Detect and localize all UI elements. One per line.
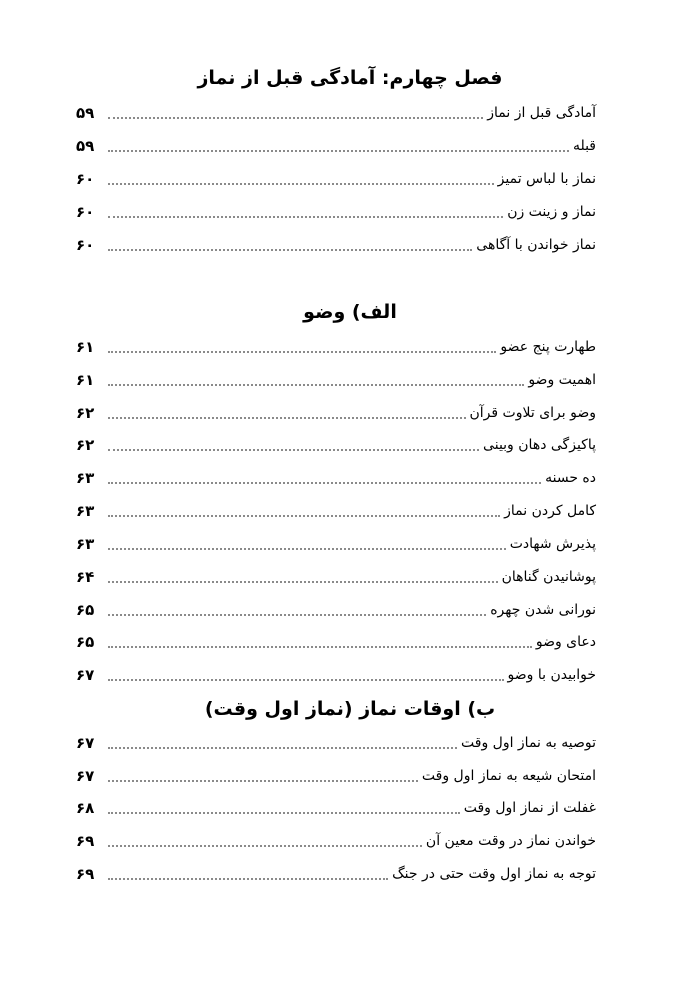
dot-leader — [108, 117, 483, 119]
toc-entry-title: اهمیت وضو — [528, 372, 596, 388]
toc-entry[interactable] — [76, 166, 596, 192]
toc-entry[interactable] — [76, 795, 596, 821]
dot-leader — [108, 845, 422, 847]
toc-entry-title: وضو برای تلاوت قرآن — [469, 405, 596, 421]
dot-leader — [108, 449, 479, 451]
dot-leader — [108, 878, 388, 880]
toc-entry-title: پذیرش شهادت — [509, 536, 596, 552]
toc-entry[interactable] — [76, 629, 596, 655]
toc-entry[interactable] — [76, 199, 596, 225]
toc-entry[interactable] — [76, 232, 596, 258]
dot-leader — [108, 646, 532, 648]
toc-entry-title: نماز خواندن با آگاهی — [476, 237, 596, 253]
toc-entry-page: ۶۰ — [76, 203, 95, 221]
dot-leader — [108, 780, 418, 782]
dot-leader — [108, 482, 541, 484]
toc-entry-title: طهارت پنج عضو — [500, 339, 596, 355]
toc-entry-title: پاکیزگی دهان وبینی — [483, 437, 596, 453]
toc-entry-page: ۶۳ — [76, 535, 95, 553]
toc-entry-page: ۵۹ — [76, 104, 95, 122]
toc-entry-page: ۶۱ — [76, 338, 95, 356]
toc-entry-page: ۶۰ — [76, 236, 95, 254]
toc-entry-title: امتحان شیعه به نماز اول وقت — [421, 768, 596, 784]
toc-entry-title: نورانی شدن چهره — [490, 602, 596, 618]
dot-leader — [108, 747, 457, 749]
dot-leader — [108, 216, 503, 218]
toc-entry-page: ۶۳ — [76, 469, 95, 487]
section-heading-wudu: الف) وضو — [303, 301, 397, 323]
toc-entry-title: ده حسنه — [545, 470, 596, 486]
toc-entry-page: ۶۴ — [76, 568, 95, 586]
dot-leader — [108, 581, 498, 583]
toc-entry-title: پوشانیدن گناهان — [501, 569, 596, 585]
toc-entry[interactable] — [76, 531, 596, 557]
toc-entry[interactable] — [76, 100, 596, 126]
toc-entry-title: خوابیدن با وضو — [507, 667, 596, 683]
toc-entry-page: ۶۹ — [76, 832, 95, 850]
toc-entry[interactable] — [76, 828, 596, 854]
toc-entry[interactable] — [76, 730, 596, 756]
toc-entry-page: ۶۲ — [76, 404, 95, 422]
toc-entry-page: ۶۷ — [76, 734, 95, 752]
toc-entry-page: ۶۵ — [76, 601, 95, 619]
dot-leader — [108, 679, 504, 681]
toc-entry-title: دعای وضو — [535, 634, 596, 650]
dot-leader — [108, 548, 506, 550]
toc-entry[interactable] — [76, 662, 596, 688]
section-heading-chapter-four: فصل چهارم: آمادگی قبل از نماز — [197, 67, 503, 89]
toc-entry-page: ۶۱ — [76, 371, 95, 389]
dot-leader — [108, 351, 496, 353]
toc-entry[interactable] — [76, 133, 596, 159]
dot-leader — [108, 183, 494, 185]
toc-entry[interactable] — [76, 597, 596, 623]
toc-entry-page: ۶۰ — [76, 170, 95, 188]
dot-leader — [108, 515, 500, 517]
toc-entry-page: ۶۸ — [76, 799, 95, 817]
toc-entry[interactable] — [76, 432, 596, 458]
toc-entry[interactable] — [76, 465, 596, 491]
toc-entry[interactable] — [76, 861, 596, 887]
dot-leader — [108, 384, 524, 386]
toc-entry-page: ۶۵ — [76, 633, 95, 651]
toc-entry-page: ۶۹ — [76, 865, 95, 883]
toc-entry[interactable] — [76, 400, 596, 426]
toc-entry-title: آمادگی قبل از نماز — [487, 105, 596, 121]
toc-entry[interactable] — [76, 334, 596, 360]
section-heading-prayer-times: ب) اوقات نماز (نماز اول وقت) — [204, 698, 496, 720]
toc-entry-title: خواندن نماز در وقت معین آن — [425, 833, 596, 849]
toc-entry-page: ۶۲ — [76, 436, 95, 454]
dot-leader — [108, 417, 466, 419]
dot-leader — [108, 150, 569, 152]
toc-entry-title: توصیه به نماز اول وقت — [461, 735, 596, 751]
dot-leader — [108, 614, 486, 616]
toc-entry-title: نماز و زینت زن — [507, 204, 596, 220]
toc-entry[interactable] — [76, 498, 596, 524]
toc-entry-title: قبله — [572, 138, 596, 154]
toc-entry[interactable] — [76, 564, 596, 590]
toc-entry-page: ۵۹ — [76, 137, 95, 155]
toc-entry[interactable] — [76, 763, 596, 789]
toc-entry-title: کامل کردن نماز — [504, 503, 596, 519]
toc-entry-page: ۶۷ — [76, 666, 95, 684]
toc-entry-title: نماز با لباس تمیز — [497, 171, 596, 187]
dot-leader — [108, 812, 460, 814]
toc-entry-title: غفلت از نماز اول وقت — [463, 800, 596, 816]
toc-entry[interactable] — [76, 367, 596, 393]
toc-entry-page: ۶۳ — [76, 502, 95, 520]
toc-entry-page: ۶۷ — [76, 767, 95, 785]
dot-leader — [108, 249, 472, 251]
toc-entry-title: توجه به نماز اول وقت حتی در جنگ — [392, 866, 596, 882]
